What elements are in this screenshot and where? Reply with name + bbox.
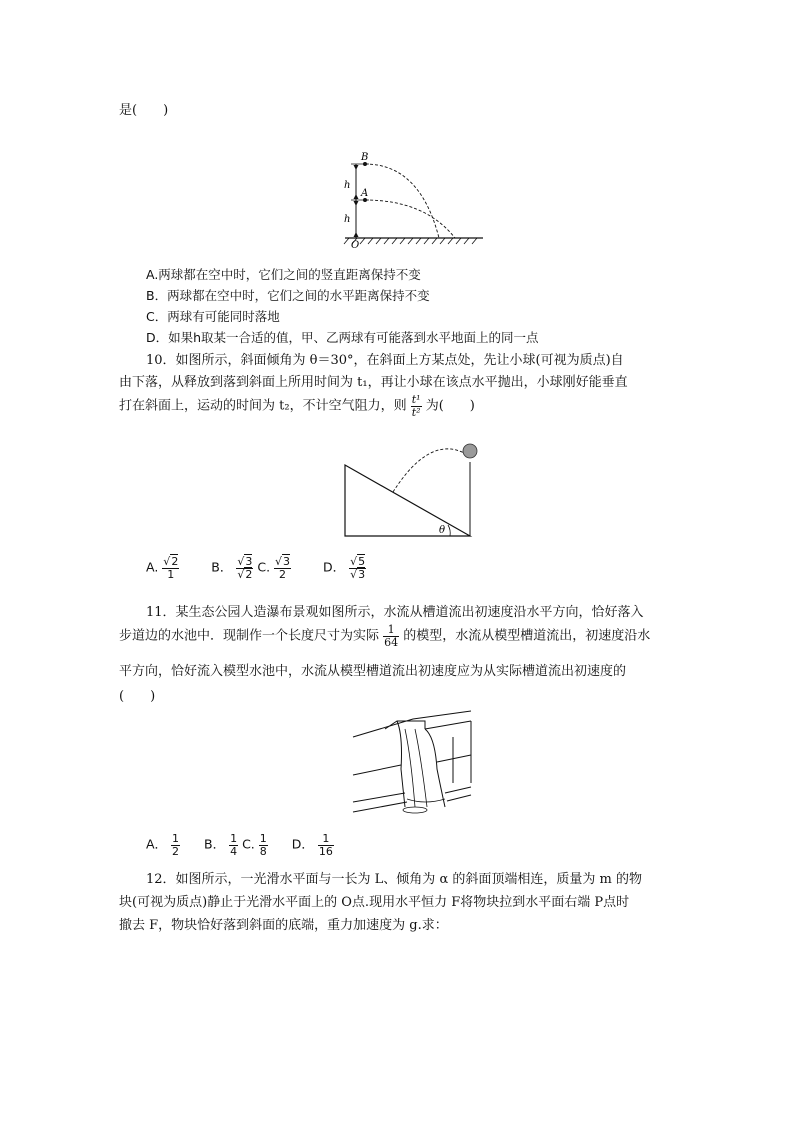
q11-option-b-den: 4	[230, 844, 238, 858]
q10-figure	[335, 440, 485, 540]
q9-option-b: B．两球都在空中时，它们之间的水平距离保持不变	[146, 288, 430, 303]
q11-option-d	[318, 833, 334, 857]
q11-option-d-den: 16	[318, 844, 333, 858]
q11-line3: 平方向，恰好流入模型水池中，水流从模型槽道流出初速度应为从实际槽道流出初速度的	[119, 664, 627, 679]
q9-option-a: A.两球都在空中时，它们之间的竖直距离保持不变	[146, 267, 421, 282]
q10-option-d: $\frac{√5}{√3}$	[350, 555, 366, 581]
q10-options	[146, 556, 366, 580]
q11-options	[146, 833, 334, 857]
q11-line2-text: 步道边的水池中．现制作一个长度尺寸为实际	[119, 628, 380, 644]
q11-option-c-num: 1	[259, 832, 267, 845]
q10-line3-end: 为( )	[425, 398, 475, 414]
q9-stem-tail: 是( )	[119, 103, 169, 118]
q10-option-c: $\frac{√3}{2}$	[275, 555, 291, 581]
q10-option-c-num: 3	[283, 555, 291, 568]
q10-ratio-denominator: t²	[411, 405, 421, 419]
q10-option-c-label: C.	[257, 559, 271, 575]
q11-option-c	[259, 833, 268, 857]
q11-option-a-den: 2	[172, 844, 180, 858]
q11-option-a-num: 1	[172, 832, 180, 845]
q11-option-d-num: 1	[318, 833, 334, 846]
q10-option-b: $\frac{√3}{√2}$	[237, 555, 253, 581]
q10-option-d-num: 5	[358, 555, 366, 568]
q10-option-b-den: 2	[245, 567, 253, 581]
q9-option-c: C．两球有可能同时落地	[146, 309, 280, 324]
q10-line2: 由下落，从释放到落到斜面上所用时间为 t₁，再让小球在该点水平抛出，小球刚好能垂直	[119, 375, 628, 390]
q9-label-a: A	[361, 188, 369, 199]
q10-line3	[119, 394, 475, 418]
q12-line2: 块(可视为质点)静止于光滑水平面上的 O点.现用水平恒力 F将物块拉到水平面右端 P点时	[119, 895, 630, 910]
q11-scale-fraction	[383, 624, 399, 648]
q10-theta-label: θ	[439, 525, 446, 536]
q10-time-ratio	[411, 394, 422, 418]
q11-line4: ( )	[119, 689, 156, 704]
q10-option-d-label: D．	[323, 559, 346, 575]
q9-figure	[335, 150, 485, 250]
q11-option-b-label: B．	[204, 836, 226, 852]
q11-option-b-num: 1	[230, 832, 238, 845]
q11-option-a	[171, 833, 180, 857]
q11-line2	[119, 624, 650, 648]
q10-option-a-num: 2	[171, 555, 179, 568]
q10-option-a: $\frac{√2}{1}$	[163, 555, 179, 581]
q11-option-c-den: 8	[259, 844, 267, 858]
q9-option-d: D．如果h取某一合适的值，甲、乙两球有可能落到水平地面上的同一点	[146, 330, 539, 345]
q10-line1: 10．如图所示，斜面倾角为 θ＝30°，在斜面上方某点处，先让小球(可视为质点)自	[146, 353, 624, 368]
q11-option-a-label: A．	[146, 836, 168, 852]
q10-option-a-label: A.	[146, 559, 159, 575]
q9-label-h2: h	[344, 214, 351, 225]
q10-option-b-num: 3	[245, 555, 253, 568]
q10-option-b-label: B．	[211, 559, 233, 575]
q10-option-a-den: 1	[167, 567, 175, 581]
q11-option-c-label: C.	[242, 836, 255, 852]
q10-ratio-numerator: t¹	[411, 393, 421, 406]
q9-label-o: O	[351, 240, 360, 250]
q10-line3-text: 打在斜面上，运动的时间为 t₂，不计空气阻力，则	[119, 398, 407, 414]
q12-line1: 12．如图所示，一光滑水平面与一长为 L、倾角为 α 的斜面顶端相连，质量为 m 的物	[146, 872, 642, 887]
q9-label-b: B	[361, 152, 369, 163]
q12-line3: 撤去 F，物块恰好落到斜面的底端，重力加速度为 g.求：	[119, 918, 448, 933]
q11-line1: 11．某生态公园人造瀑布景观如图所示，水流从槽道流出初速度沿水平方向，恰好落入	[146, 605, 644, 620]
q11-figure	[345, 707, 475, 822]
q10-option-d-den: 3	[358, 567, 366, 581]
q11-option-b	[229, 833, 238, 857]
q10-option-c-den: 2	[279, 567, 287, 581]
q11-scale-numerator: 1	[383, 624, 399, 637]
q11-option-d-label: D．	[291, 836, 314, 852]
q11-scale-denominator: 64	[384, 635, 399, 649]
q11-line2-end: 的模型，水流从模型槽道流出，初速度沿水	[403, 628, 651, 644]
q9-label-h1: h	[344, 180, 351, 191]
